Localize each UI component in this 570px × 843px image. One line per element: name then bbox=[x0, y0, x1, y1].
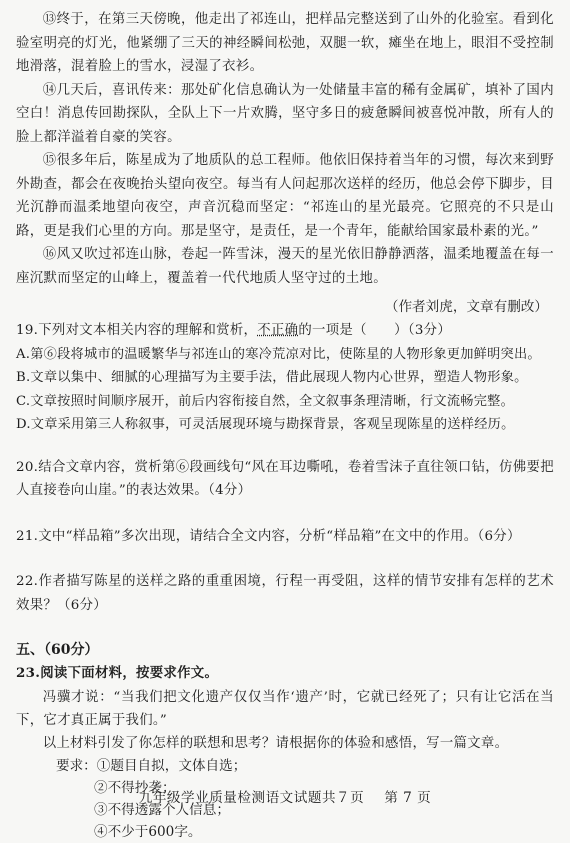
question-19-emphasis: 不正确 bbox=[257, 323, 299, 338]
question-21: 21.文中“样品箱”多次出现，请结合全文内容，分析“样品箱”在文中的作用。（6分） bbox=[16, 528, 521, 544]
question-20: 20.结合文章内容，赏析第⑥段画线句“风在耳边嘶吼，卷着雪沫子直往领口钻，仿佛要把人直接卷向山崖。”的表达效果。（4分） bbox=[16, 459, 554, 498]
section-5-title: 五、（60分） bbox=[16, 642, 99, 658]
question-19-stem bbox=[16, 319, 554, 343]
footer-page-number: 第 7 页 bbox=[384, 790, 432, 806]
essay-requirement: ④不少于600字。 bbox=[94, 823, 202, 840]
author-note: （作者刘虎，文章有删改） bbox=[384, 299, 548, 315]
question-19-suffix: 的一项是（ ）（3分） bbox=[298, 323, 452, 338]
essay-requirement: ②不得抄袭； bbox=[94, 779, 176, 796]
article-paragraph-13: ⑬终于，在第三天傍晚，他走出了祁连山，把样品完整送到了山外的化验室。看到化验室明亮的灯光，他紧绷了三天的神经瞬间松弛，双腿一软，瘫坐在地上，眼泪不受控制地滑落，混着脸上的雪水，浸湿了衣衫。 bbox=[16, 12, 554, 74]
essay-requirements-label: 要求：①题目自拟，文体自选； bbox=[56, 757, 247, 774]
option-d: D.文章采用第三人称叙事，可灵活展现环境与勘探背景，客观呈现陈星的送样经历。 bbox=[16, 417, 515, 432]
option-a: A.第⑥段将城市的温暖繁华与祁连山的寒冷荒凉对比，使陈星的人物形象更加鲜明突出。 bbox=[16, 346, 541, 362]
question-19-prefix: 19.下列对文本相关内容的理解和赏析， bbox=[16, 323, 258, 338]
question-19 bbox=[16, 319, 554, 437]
article-passage bbox=[16, 8, 554, 319]
page-footer bbox=[0, 786, 570, 806]
question-22: 22.作者描写陈星的送样之路的重重困境，行程一再受阻，这样的情节安排有怎样的艺术效果？（6分） bbox=[16, 574, 554, 613]
question-23: 23.阅读下面材料，按要求作文。 bbox=[16, 665, 219, 681]
article-paragraph-16: ⑯风又吹过祁连山脉，卷起一阵雪沫，漫天的星光依旧静静洒落，温柔地覆盖在每一座沉默而坚定的山峰上，覆盖着一代代地质人坚守过的土地。 bbox=[16, 247, 554, 286]
section-5 bbox=[16, 639, 554, 843]
footer-exam-title: 九年级学业质量检测语文试题共７页 bbox=[138, 790, 365, 806]
essay-prompt: 以上材料引发了你怎样的联想和思考？请根据你的体验和感悟，写一篇文章。 bbox=[42, 735, 509, 751]
essay-material: 冯骥才说：“当我们把文化遗产仅仅当作‘遗产’时，它就已经死了；只有让它活在当下，它才真正属于我们。” bbox=[16, 689, 554, 728]
option-c: C.文章按照时间顺序展开，前后内容衔接自然，全文叙事条理清晰，行文流畅完整。 bbox=[16, 393, 515, 409]
essay-requirement: ③不得透露个人信息； bbox=[94, 801, 230, 818]
option-b: B.文章以集中、细腻的心理描写为主要手法，借此展现人物内心世界，塑造人物形象。 bbox=[16, 370, 528, 385]
article-paragraph-15: ⑮很多年后，陈星成为了地质队的总工程师。他依旧保持着当年的习惯，每次来到野外勘查，都会在夜晚抬头望向夜空。每当有人问起那次送样的经历，他总会停下脚步，目光沉静而温柔地望向夜空，声音沉稳而坚定：“祁连山的星光最亮。它照亮的不只是山路，更是我们心里的方向。那是坚守，是责任，是一个青年，能献给国家最朴素的光。” bbox=[16, 153, 554, 239]
article-paragraph-14: ⑭几天后，喜讯传来：那处矿化信息确认为一处储量丰富的稀有金属矿，填补了国内空白！消息传回勘探队，全队上下一片欢腾，坚守多日的疲惫瞬间被喜悦冲散，所有人的脸上都洋溢着自豪的笑容。 bbox=[16, 82, 554, 145]
